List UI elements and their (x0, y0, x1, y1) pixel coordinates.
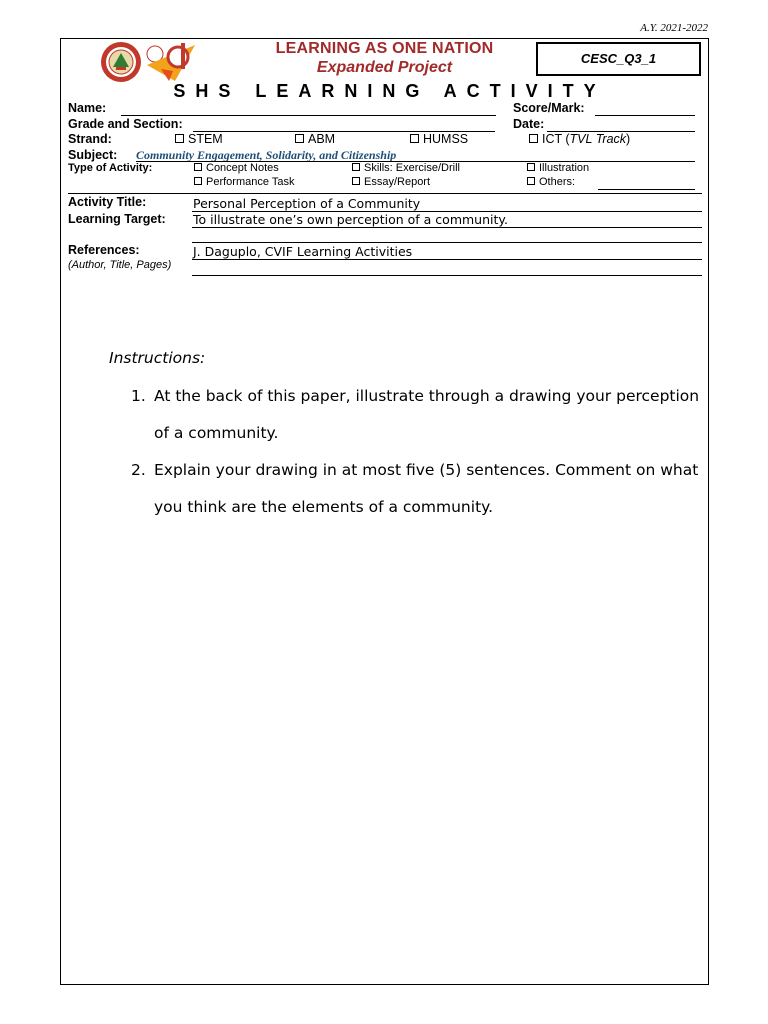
others-line[interactable] (598, 189, 695, 190)
references-line (192, 259, 702, 260)
name-line[interactable] (121, 115, 496, 116)
page-title: SHS LEARNING ACTIVITY (173, 81, 606, 101)
item-number: 1. (131, 387, 146, 405)
item-number: 2. (131, 461, 146, 479)
checkbox-icon (352, 177, 360, 185)
checkbox-icon (527, 177, 535, 185)
strand-ict-option[interactable]: ICT (TVL Track) (529, 132, 630, 146)
activity-sheet (60, 38, 709, 985)
activity-type-label: Type of Activity: (68, 162, 153, 174)
academic-year: A.Y. 2021-2022 (640, 22, 708, 34)
subject-value: Community Engagement, Solidarity, and Citizenship (136, 148, 397, 162)
checkbox-icon (194, 177, 202, 185)
instruction-line: you think are the elements of a community. (154, 498, 494, 516)
grade-section-label: Grade and Section: (68, 117, 183, 131)
project-title: Expanded Project (316, 59, 453, 76)
learning-target-label: Learning Target: (68, 212, 166, 226)
strand-abm-option[interactable]: ABM (295, 132, 335, 146)
blank-line (192, 242, 702, 243)
learning-target-value: To illustrate one’s own perception of a community. (193, 212, 508, 227)
references-line-2 (192, 275, 702, 276)
section-divider (68, 193, 702, 194)
learning-target-line (192, 227, 702, 228)
checkbox-icon (527, 163, 535, 171)
type-essay-report-option[interactable]: Essay/Report (352, 176, 430, 188)
strand-label: Strand: (68, 132, 112, 146)
checkbox-icon (529, 134, 538, 143)
score-line[interactable] (595, 115, 695, 116)
references-label: References: (68, 243, 140, 257)
type-concept-notes-option[interactable]: Concept Notes (194, 162, 279, 174)
instruction-line: Explain your drawing in at most five (5) sentences. Comment on what (154, 461, 699, 479)
type-others-option[interactable]: Others: (527, 176, 575, 188)
type-skills-option[interactable]: Skills: Exercise/Drill (352, 162, 460, 174)
name-label: Name: (68, 101, 107, 115)
checkbox-icon (175, 134, 184, 143)
checkbox-icon (352, 163, 360, 171)
subject-label: Subject: (68, 148, 118, 162)
instructions-heading: Instructions: (109, 349, 206, 367)
activity-code-box: CESC_Q3_1 (536, 42, 701, 76)
instruction-line: of a community. (154, 424, 279, 442)
score-label: Score/Mark: (513, 101, 585, 115)
strand-humss-option[interactable]: HUMSS (410, 132, 468, 146)
references-value: J. Daguplo, CVIF Learning Activities (193, 244, 413, 259)
organization-title: LEARNING AS ONE NATION (275, 40, 494, 57)
type-illustration-option[interactable]: Illustration (527, 162, 589, 174)
references-note: (Author, Title, Pages) (68, 259, 172, 271)
type-performance-task-option[interactable]: Performance Task (194, 176, 294, 188)
activity-title-value: Personal Perception of a Community (193, 196, 421, 211)
instruction-line: At the back of this paper, illustrate through a drawing your perception (154, 387, 700, 405)
checkbox-icon (194, 163, 202, 171)
date-label: Date: (513, 117, 545, 131)
strand-stem-option[interactable]: STEM (175, 132, 223, 146)
checkbox-icon (410, 134, 419, 143)
activity-title-label: Activity Title: (68, 195, 147, 209)
checkbox-icon (295, 134, 304, 143)
